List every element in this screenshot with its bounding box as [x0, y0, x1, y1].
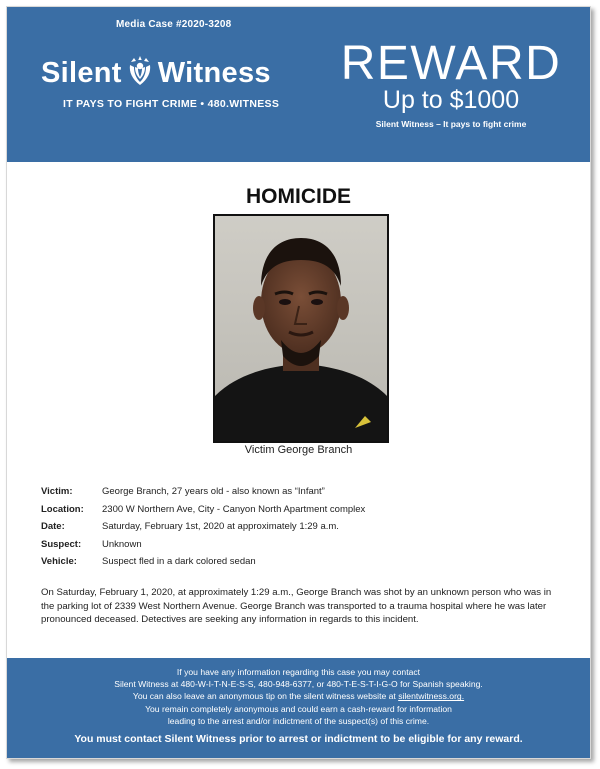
detail-label: Date: — [41, 521, 65, 533]
contact-line: You remain completely anonymous and could earn a cash-reward for information — [145, 703, 452, 714]
detail-label: Victim: — [41, 486, 73, 498]
tagline: IT PAYS TO FIGHT CRIME • 480.WITNESS — [63, 98, 280, 110]
eligibility-notice: You must contact Silent Witness prior to arrest or indictment to be eligible for any reward. — [74, 733, 523, 745]
header-banner — [7, 7, 590, 162]
detail-row-date — [41, 518, 561, 536]
reward-title: REWARD — [340, 37, 562, 90]
silent-witness-logo — [41, 55, 271, 90]
detail-label: Location: — [41, 503, 84, 515]
website-link[interactable]: silentwitness.org. — [398, 691, 465, 702]
detail-row-suspect — [41, 536, 561, 554]
detail-value: George Branch, 27 years old - also known as “Infant” — [102, 486, 325, 498]
victim-photo — [213, 214, 389, 443]
contact-info — [7, 666, 590, 727]
contact-line: If you have any information regarding this case you may contact — [176, 667, 421, 677]
detail-label: Suspect: — [41, 538, 82, 550]
reward-subtitle: Silent Witness – It pays to fight crime — [375, 119, 527, 129]
contact-line — [7, 690, 590, 702]
detail-row-location — [41, 501, 561, 519]
case-narrative: On Saturday, February 1, 2020, at approximately 1:29 a.m., George Branch was shot by an unknown person who was in the parking lot of 2339 West Northern Avenue. George Branch was transported to a trauma hospital where he was later pronounced deceased. Detectives are seeking any information in regards to this incident. — [41, 587, 552, 625]
detail-value: Saturday, February 1st, 2020 at approximately 1:29 a.m. — [102, 521, 339, 533]
case-details — [41, 483, 561, 571]
detail-label: Vehicle: — [41, 556, 77, 568]
contact-line: leading to the arrest and/or indictment of the suspect(s) of this crime. — [167, 715, 430, 726]
detail-row-vehicle — [41, 553, 561, 571]
detail-value: 2300 W Northern Ave, City - Canyon North Apartment complex — [102, 503, 366, 515]
footer-banner — [7, 658, 590, 758]
media-case-number: Media Case #2020-3208 — [116, 19, 232, 30]
crime-title: HOMICIDE — [246, 185, 351, 208]
logo-text-left: Silent — [41, 57, 122, 89]
contact-line: Silent Witness at 480-W-I-T-N-E-S-S, 480-948-6377, or 480-T-E-S-T-I-G-O for Spanish speaking. — [114, 679, 483, 690]
reward-amount: Up to $1000 — [382, 86, 520, 114]
detail-row-victim — [41, 483, 561, 501]
contact-line-text: You can also leave an anonymous tip on the silent witness website at — [132, 691, 399, 702]
mugshot-photo-icon — [215, 216, 387, 441]
eye-sunburst-icon — [126, 55, 154, 87]
detail-value: Unknown — [102, 538, 142, 550]
photo-caption: Victim George Branch — [244, 444, 353, 456]
flyer — [6, 6, 591, 759]
detail-value: Suspect fled in a dark colored sedan — [102, 556, 256, 568]
logo-text-right: Witness — [157, 57, 271, 89]
